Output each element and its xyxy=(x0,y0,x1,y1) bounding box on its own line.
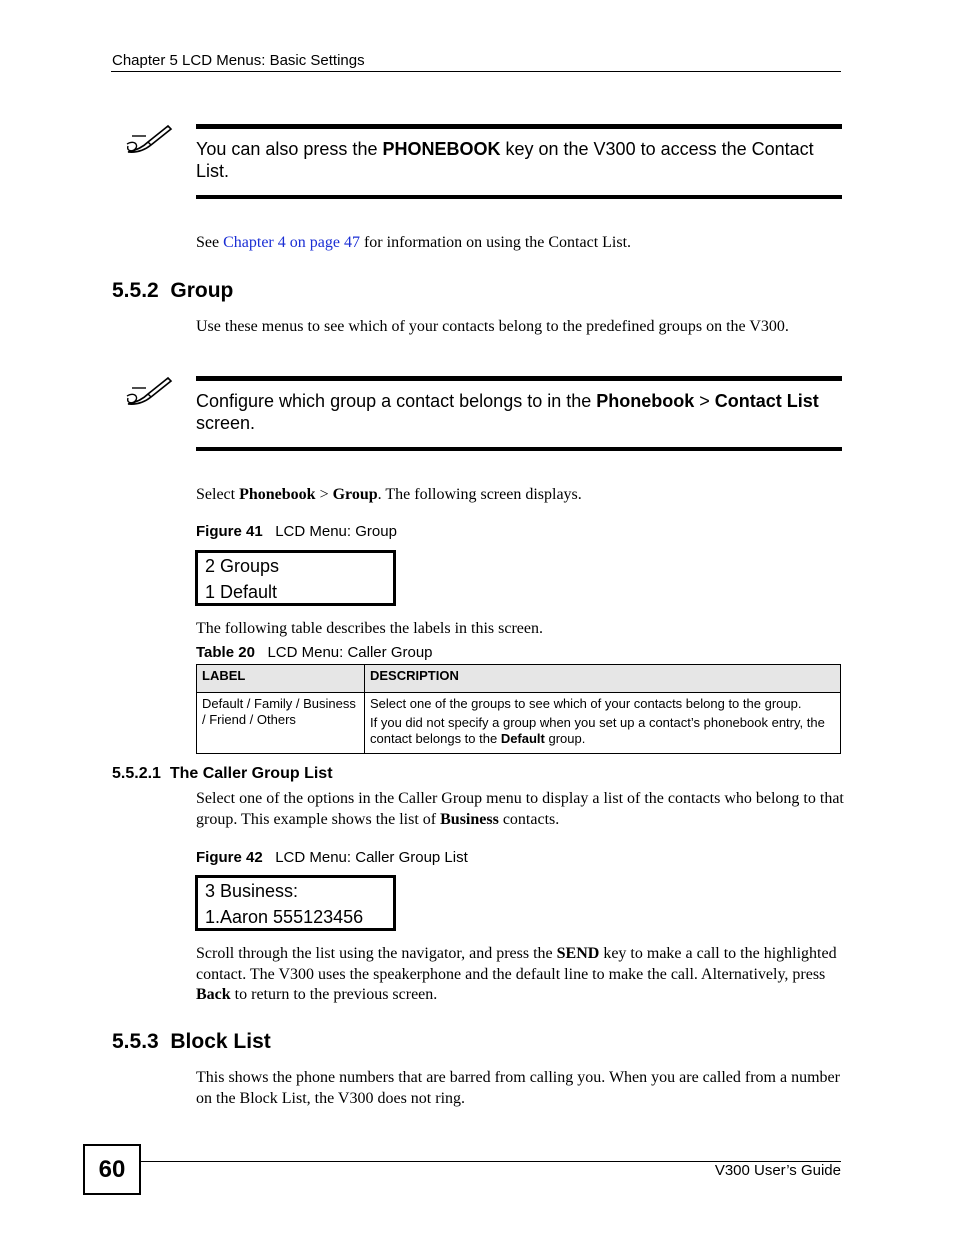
paragraph-text: to return to the previous screen. xyxy=(230,986,438,1003)
running-header: Chapter 5 LCD Menus: Basic Settings xyxy=(112,52,365,69)
footer-guide-title: V300 User’s Guide xyxy=(714,1162,841,1179)
block-list-paragraph: This shows the phone numbers that are barred from calling you. When you are called from a number on the Block List, the V300 does not ring. xyxy=(196,1069,840,1107)
figure-label: Figure 41 xyxy=(196,523,263,540)
paragraph-text: Select one of the options in the Caller Group menu to display a list of the contacts who belong to that group. This example shows the list of xyxy=(196,790,844,828)
description-bold-default: Default xyxy=(500,731,545,746)
lcd-line-2: 1.Aaron 555123456 xyxy=(205,907,364,927)
caller-group-paragraph xyxy=(196,789,846,830)
lcd-screen-group xyxy=(195,550,396,606)
note-box-phonebook xyxy=(196,124,842,199)
table-row xyxy=(197,693,841,754)
figure-41-caption xyxy=(196,523,397,540)
subsection-heading-caller-group-list xyxy=(112,765,333,783)
section-heading-group xyxy=(112,279,233,303)
lcd-screen-caller-group-list xyxy=(195,875,396,931)
section-title: Group xyxy=(170,279,234,302)
select-paragraph xyxy=(196,485,846,506)
table-title: LCD Menu: Caller Group xyxy=(267,644,433,661)
section-number: 5.5.2 xyxy=(112,279,159,302)
header-rule xyxy=(111,71,841,72)
select-bold-group: Group xyxy=(332,486,378,503)
see-text: See xyxy=(196,234,224,251)
section-title: Block List xyxy=(170,1030,271,1053)
lcd-line-1: 3 Business: xyxy=(205,881,299,901)
description-text xyxy=(370,715,835,747)
note-bold-phonebook: Phonebook xyxy=(596,391,695,411)
subsection-title: The Caller Group List xyxy=(169,765,333,782)
note-bold-contact-list: Contact List xyxy=(714,391,819,411)
note-text: screen. xyxy=(196,413,256,433)
note-text: > xyxy=(694,391,715,411)
row-label-cell: Default / Family / Business / Friend / Others xyxy=(197,693,365,754)
row-description-cell xyxy=(365,693,841,754)
figure-label: Figure 42 xyxy=(196,849,263,866)
paragraph-bold-send: SEND xyxy=(556,945,600,962)
select-text: > xyxy=(315,486,333,503)
paragraph-bold-back: Back xyxy=(196,986,231,1003)
paragraph-text: key to make a call to the highlighted contact. The V300 uses the speakerphone and the default line to make the call. Alternatively, press xyxy=(196,945,837,983)
caller-group-table xyxy=(196,664,841,754)
page-number: 60 xyxy=(83,1144,141,1195)
note-bold-key: PHONEBOOK xyxy=(382,139,501,159)
paragraph-text: contacts. xyxy=(498,810,560,828)
scroll-paragraph xyxy=(196,944,846,1006)
column-header-label: LABEL xyxy=(197,665,365,693)
description-text: Select one of the groups to see which of your contacts belong to the group. xyxy=(370,696,802,711)
subsection-number: 5.5.2.1 xyxy=(112,765,161,782)
paragraph-text: Scroll through the list using the navigator, and press the xyxy=(196,945,557,962)
table-20-caption xyxy=(196,644,433,661)
section-number: 5.5.3 xyxy=(112,1030,159,1053)
paragraph-bold-business: Business xyxy=(440,810,499,828)
column-header-description: DESCRIPTION xyxy=(365,665,841,693)
see-text: for information on using the Contact List. xyxy=(359,234,632,251)
note-pencil-icon xyxy=(124,122,174,158)
table-header-row xyxy=(197,665,841,693)
note-text: You can also press the xyxy=(196,139,383,159)
table-intro: The following table describes the labels in this screen. xyxy=(196,620,544,637)
select-text: Select xyxy=(196,486,240,503)
figure-42-caption xyxy=(196,849,468,866)
note-text: key on the V300 to access the Contact List. xyxy=(196,139,814,181)
see-paragraph xyxy=(196,233,846,254)
description-text-part: If you did not specify a group when you set up a contact’s phonebook entry, the contact belongs to the xyxy=(370,715,825,746)
table-label: Table 20 xyxy=(196,644,255,661)
select-text: . The following screen displays. xyxy=(377,486,582,503)
section-heading-block-list xyxy=(112,1030,271,1054)
note-pencil-icon xyxy=(124,374,174,410)
note-text: Configure which group a contact belongs to in the xyxy=(196,391,597,411)
figure-title: LCD Menu: Caller Group List xyxy=(275,849,468,866)
select-bold-phonebook: Phonebook xyxy=(239,486,316,503)
figure-title: LCD Menu: Group xyxy=(275,523,397,540)
group-intro: Use these menus to see which of your contacts belong to the predefined groups on the V300. xyxy=(196,318,789,335)
description-text-part: group. xyxy=(544,731,586,746)
lcd-line-2: 1 Default xyxy=(205,582,278,602)
lcd-line-1: 2 Groups xyxy=(205,556,280,576)
chapter-link[interactable]: Chapter 4 on page 47 xyxy=(223,234,360,251)
note-box-configure-group xyxy=(196,376,842,451)
